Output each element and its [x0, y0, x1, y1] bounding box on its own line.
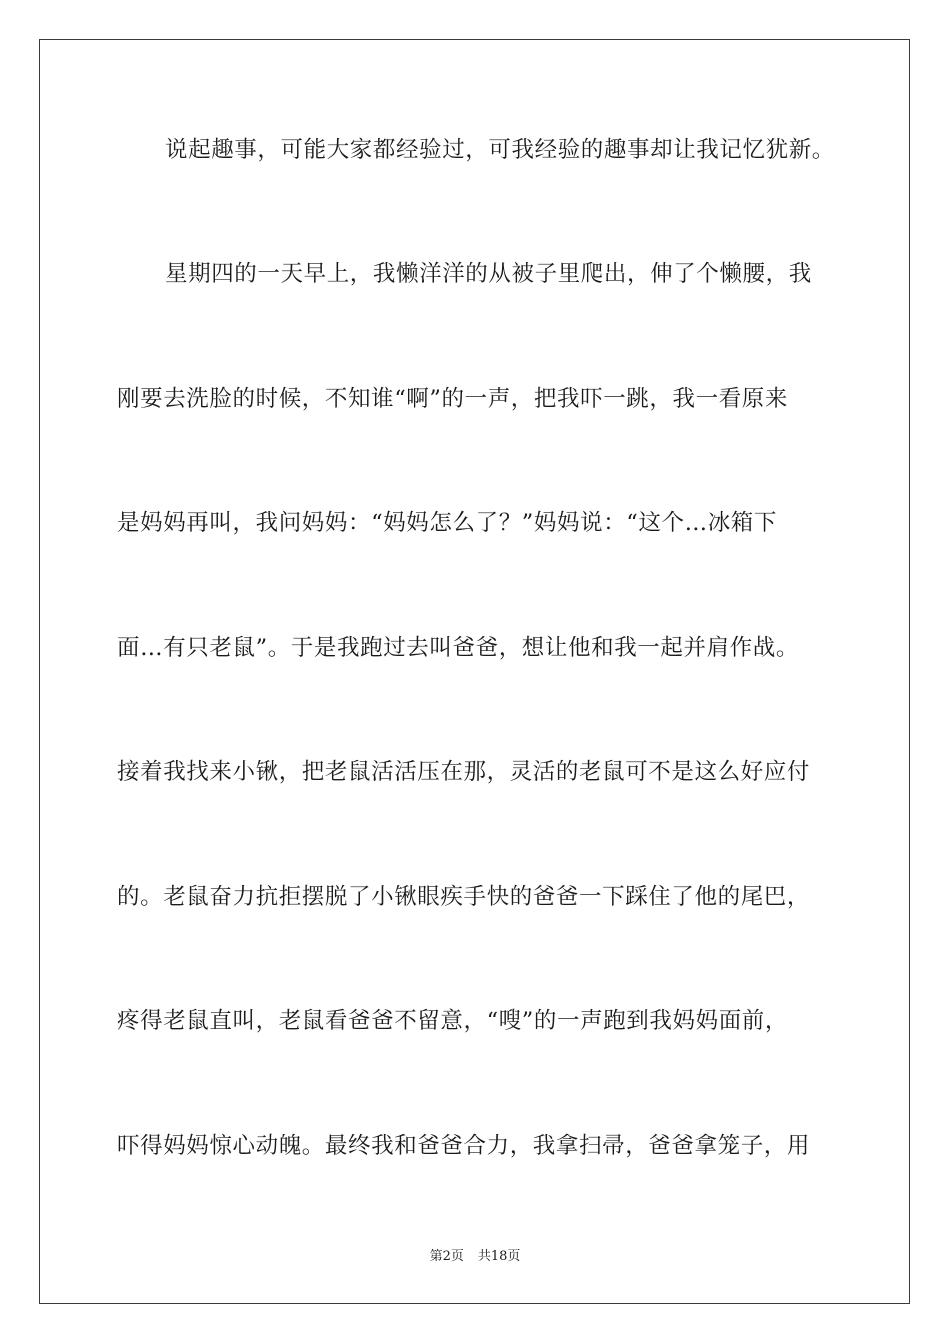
- paragraph-1-line-1: 说起趣事，可能大家都经验过，可我经验的趣事却让我记忆犹新。: [165, 137, 835, 163]
- paragraph-2-line-2: 刚要去洗脸的时候，不知谁“啊”的一声，把我吓一跳，我一看原来: [117, 386, 789, 412]
- page-border: [39, 39, 910, 1304]
- paragraph-2-line-3: 是妈妈再叫，我问妈妈：“妈妈怎么了？”妈妈说：“这个…冰箱下: [117, 510, 778, 536]
- page-total: 共18页: [477, 1249, 521, 1264]
- page-number: 第2页: [429, 1249, 464, 1264]
- paragraph-2-line-4: 面…有只老鼠”。于是我跑过去叫爸爸，想让他和我一起并肩作战。: [117, 635, 800, 661]
- paragraph-2-line-5: 接着我找来小锹，把老鼠活活压在那，灵活的老鼠可不是这么好应付: [117, 759, 811, 785]
- paragraph-2-line-8: 吓得妈妈惊心动魄。最终我和爸爸合力，我拿扫帚，爸爸拿笼子，用: [117, 1133, 811, 1159]
- paragraph-2-line-7: 疼得老鼠直叫，老鼠看爸爸不留意，“嗖”的一声跑到我妈妈面前，: [117, 1008, 789, 1034]
- paragraph-2-line-6: 的。老鼠奋力抗拒摆脱了小锹眼疾手快的爸爸一下踩住了他的尾巴，: [117, 884, 811, 910]
- paragraph-2-line-1: 星期四的一天早上，我懒洋洋的从被子里爬出，伸了个懒腰，我: [165, 261, 812, 287]
- page-footer: [0, 1249, 950, 1265]
